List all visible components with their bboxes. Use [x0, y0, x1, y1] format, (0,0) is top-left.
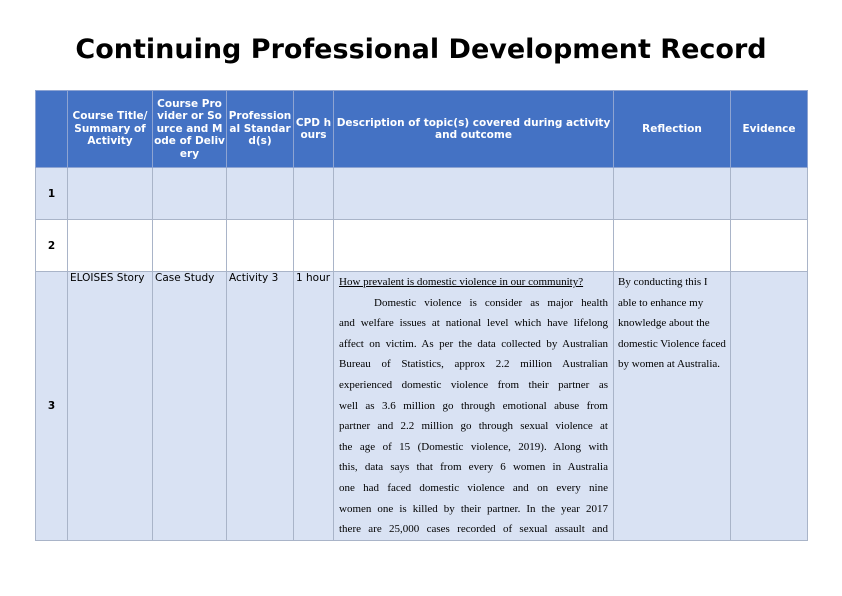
cell[interactable] — [153, 220, 227, 272]
cell[interactable] — [294, 220, 334, 272]
cpd-hours-cell[interactable]: 1 hour — [294, 272, 334, 541]
description-line: women one is killed by their partner. In the year 2017 — [339, 502, 608, 515]
description-line: and welfare issues at national level which have lifelong — [339, 317, 608, 330]
description-line: experienced domestic violence from their partner as — [339, 378, 608, 391]
cell[interactable] — [68, 220, 153, 272]
description-line: this, data says that from every 6 women in Australia — [339, 461, 608, 474]
evidence-cell[interactable] — [731, 272, 808, 541]
description-line: Bureau of Statistics, approx 2.2 million Australian — [339, 358, 608, 371]
cell[interactable] — [731, 168, 808, 220]
page-title: Continuing Professional Development Record — [75, 34, 767, 65]
description-line: well as 3.6 million go through emotional abuse from — [339, 399, 608, 412]
description-line: there are 25,000 cases recorded of sexual assault and — [339, 523, 608, 536]
cell[interactable] — [614, 168, 731, 220]
cpd-table — [35, 90, 808, 541]
header-evidence: Evidence — [731, 91, 808, 168]
standard-cell[interactable]: Activity 3 — [227, 272, 294, 541]
description-line: Domestic violence is consider as major health — [374, 296, 608, 309]
header-course-title: Course Title/Summary of Activity — [68, 91, 153, 168]
cell[interactable] — [227, 168, 294, 220]
header-number — [36, 91, 68, 168]
reflection-cell[interactable]: By conducting this I able to enhance my knowledge about the domestic Violence faced by women at Australia. — [614, 272, 731, 541]
cell[interactable] — [731, 220, 808, 272]
cell[interactable] — [334, 168, 614, 220]
header-course-provider: Course Provider or Source and Mode of Delivery — [153, 91, 227, 168]
course-title-cell[interactable]: ELOISES Story — [68, 272, 153, 541]
table-row — [36, 220, 808, 272]
cell[interactable] — [227, 220, 294, 272]
cell[interactable] — [68, 168, 153, 220]
header-description: Description of topic(s) covered during activity and outcome — [334, 91, 614, 168]
cell[interactable] — [614, 220, 731, 272]
row-number: 3 — [36, 272, 68, 541]
description-cell[interactable] — [334, 272, 614, 541]
description-line: one had faced domestic violence and on every nine — [339, 481, 608, 494]
header-cpd-hours: CPD hours — [294, 91, 334, 168]
cell[interactable] — [294, 168, 334, 220]
description-line: the age of 15 (Domestic violence, 2019). Along with — [339, 440, 608, 453]
table-row — [36, 168, 808, 220]
cell[interactable] — [334, 220, 614, 272]
description-line: affect on victim. As per the data collected by Australian — [339, 337, 608, 350]
header-row — [36, 91, 808, 168]
description-question: How prevalent is domestic violence in our community? — [339, 276, 584, 288]
cell[interactable] — [153, 168, 227, 220]
row-number: 1 — [36, 168, 68, 220]
course-provider-cell[interactable]: Case Study — [153, 272, 227, 541]
table-row — [36, 272, 808, 541]
header-professional-standards: Professional Standard(s) — [227, 91, 294, 168]
header-reflection: Reflection — [614, 91, 731, 168]
description-line: partner and 2.2 million go through sexual violence at — [339, 420, 608, 433]
row-number: 2 — [36, 220, 68, 272]
